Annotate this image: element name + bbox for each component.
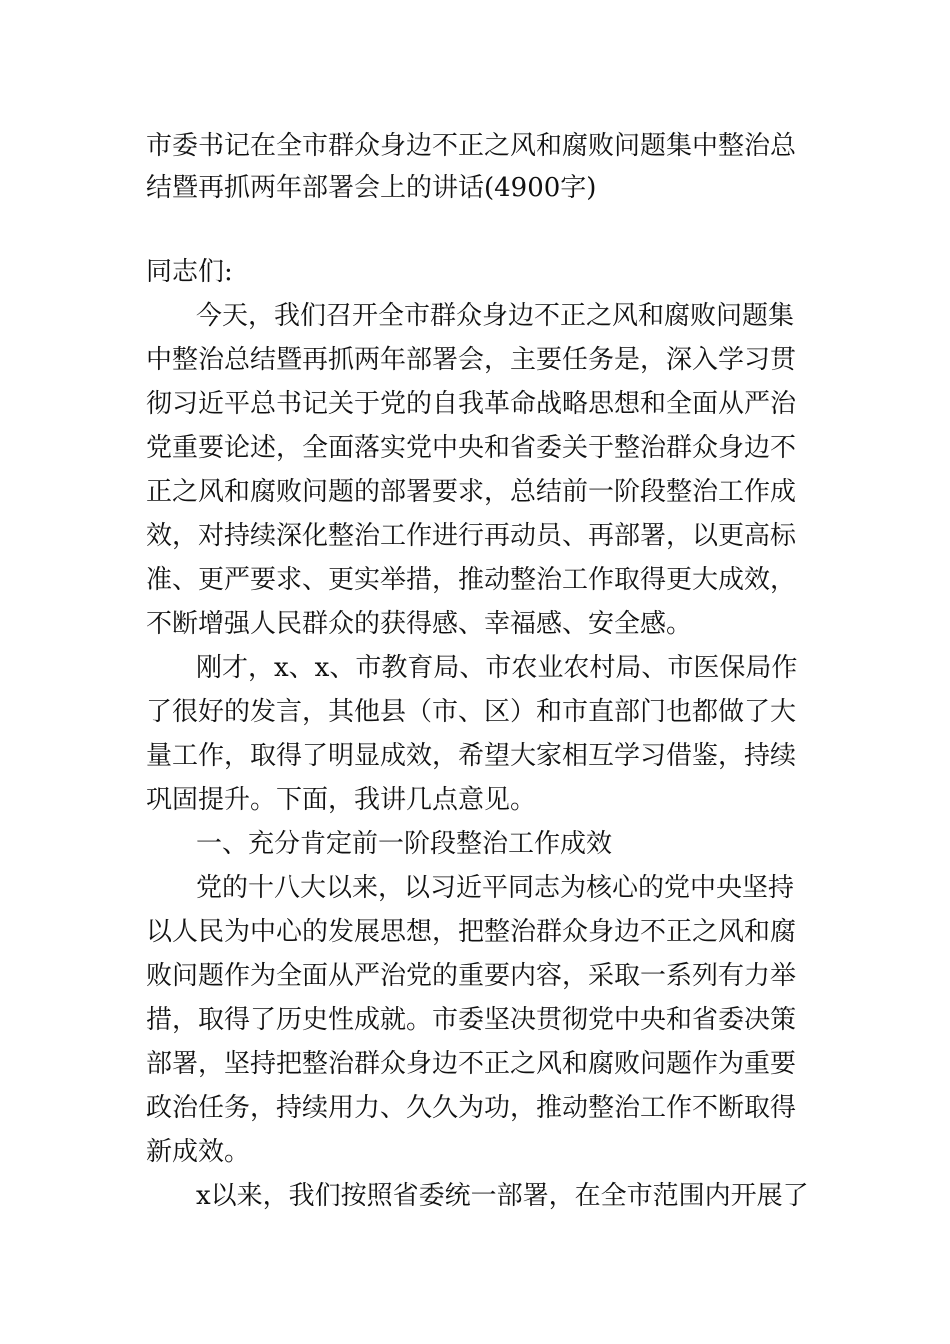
paragraph-1-line: 正之风和腐败问题的部署要求，总结前一阶段整治工作成 — [146, 477, 797, 507]
paragraph-3-line: 政治任务，持续用力、久久为功，推动整治工作不断取得 — [146, 1093, 797, 1123]
paragraph-2-line: 巩固提升。下面，我讲几点意见。 — [146, 785, 537, 815]
paragraph-1-line: 中整治总结暨再抓两年部署会，主要任务是，深入学习贯 — [146, 345, 797, 375]
paragraph-1-line: 党重要论述，全面落实党中央和省委关于整治群众身边不 — [146, 433, 797, 463]
document-title-line-2: 结暨再抓两年部署会上的讲话(4900字) — [146, 173, 597, 203]
paragraph-1-line: 今天，我们召开全市群众身边不正之风和腐败问题集 — [196, 301, 795, 331]
paragraph-3-line: 部署，坚持把整治群众身边不正之风和腐败问题作为重要 — [146, 1049, 797, 1079]
paragraph-1-line: 准、更严要求、更实举措，推动整治工作取得更大成效， — [146, 565, 797, 595]
paragraph-1-line: 不断增强人民群众的获得感、幸福感、安全感。 — [146, 609, 693, 639]
paragraph-3-line: 败问题作为全面从严治党的重要内容，采取一系列有力举 — [146, 961, 797, 991]
document-title-line-1: 市委书记在全市群众身边不正之风和腐败问题集中整治总 — [146, 131, 797, 161]
section-heading-1: 一、充分肯定前一阶段整治工作成效 — [196, 829, 613, 859]
paragraph-3-line: 措，取得了历史性成就。市委坚决贯彻党中央和省委决策 — [146, 1005, 797, 1035]
paragraph-3-line: 以人民为中心的发展思想，把整治群众身边不正之风和腐 — [146, 917, 797, 947]
paragraph-1-line: 效，对持续深化整治工作进行再动员、再部署，以更高标 — [146, 521, 797, 551]
salutation: 同志们: — [146, 257, 233, 287]
paragraph-4-line: x以来，我们按照省委统一部署，在全市范围内开展了 — [196, 1181, 809, 1211]
paragraph-2-line: 刚才，x、x、市教育局、市农业农村局、市医保局作 — [196, 653, 798, 683]
paragraph-1-line: 彻习近平总书记关于党的自我革命战略思想和全面从严治 — [146, 389, 797, 419]
paragraph-2-line: 量工作，取得了明显成效，希望大家相互学习借鉴，持续 — [146, 741, 797, 771]
paragraph-3-line: 新成效。 — [146, 1137, 251, 1167]
paragraph-3-line: 党的十八大以来，以习近平同志为核心的党中央坚持 — [196, 873, 795, 903]
paragraph-2-line: 了很好的发言，其他县（市、区）和市直部门也都做了大 — [146, 697, 797, 727]
